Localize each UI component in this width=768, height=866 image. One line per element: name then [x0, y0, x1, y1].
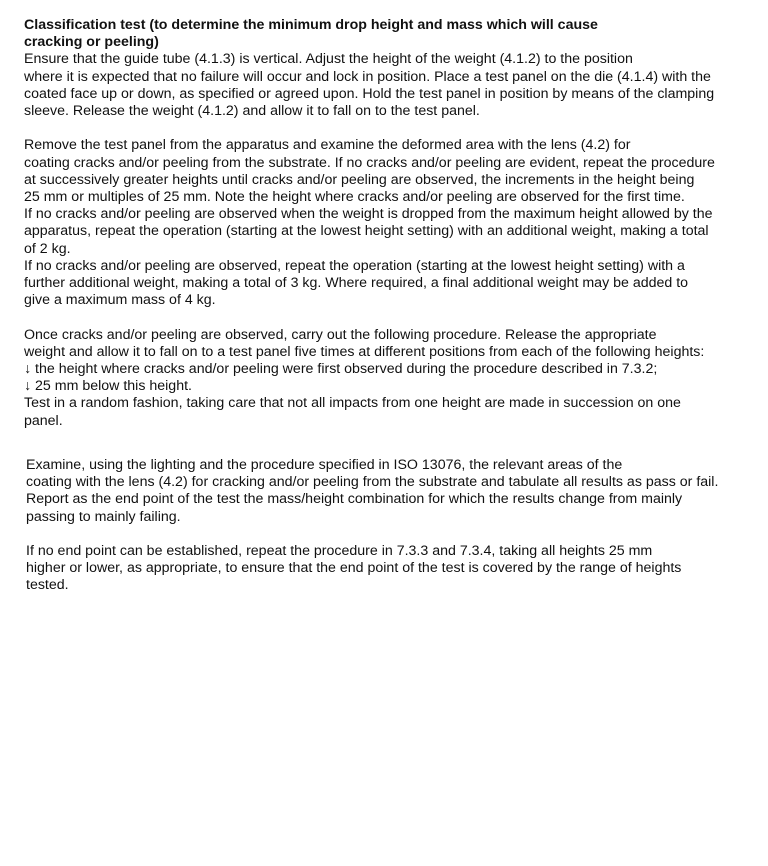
paragraph-spacer: [24, 120, 740, 137]
paragraph-spacer: [24, 309, 740, 326]
paragraph-line: weight and allow it to fall on to a test panel five times at different positions from each of the following heights:: [24, 343, 705, 360]
list-item-height: ↓ 25 mm below this height.: [24, 378, 192, 395]
section-title-line: Classification test (to determine the minimum drop height and mass which will cause: [24, 17, 598, 33]
paragraph-line: If no end point can be established, repeat the procedure in 7.3.3 and 7.3.4, taking all heights 25 mm: [26, 543, 653, 559]
paragraph-line: panel.: [24, 412, 63, 429]
paragraph-line: passing to mainly failing.: [26, 508, 181, 525]
paragraph-line: coating with the lens (4.2) for cracking and/or peeling from the substrate and tabulate all results as pass or fail.: [26, 474, 719, 491]
paragraph-line: Remove the test panel from the apparatus and examine the deformed area with the lens (4.2) for: [24, 137, 631, 154]
paragraph-line: where it is expected that no failure will occur and lock in position. Place a test panel on the die (4.1.4) with the: [24, 68, 711, 85]
paragraph-line: 25 mm or multiples of 25 mm. Note the height where cracks and/or peeling are observed for the first time.: [24, 189, 685, 206]
document-block-secondary: [26, 457, 742, 595]
paragraph-line: coated face up or down, as specified or agreed upon. Hold the test panel in position by means of the clamping: [24, 85, 715, 102]
paragraph-line: coating cracks and/or peeling from the substrate. If no cracks and/or peeling are evident, repeat the procedure: [24, 154, 715, 171]
list-item-height: ↓ the height where cracks and/or peeling were first observed during the procedure described in 7.3.2;: [24, 361, 658, 378]
section-title-line: cracking or peeling): [24, 34, 159, 51]
paragraph-examine-repeat: [24, 137, 740, 309]
paragraph-line: tested.: [26, 577, 69, 594]
paragraph-line: Ensure that the guide tube (4.1.3) is vertical. Adjust the height of the weight (4.1.2) to the position: [24, 51, 633, 68]
paragraph-line: Once cracks and/or peeling are observed, carry out the following procedure. Release the appropriate: [24, 326, 657, 343]
section-title: [24, 17, 740, 51]
paragraph-evaluation: [26, 457, 742, 526]
paragraph-line: apparatus, repeat the operation (starting at the lowest height setting) with an additional weight, making a total: [24, 223, 709, 240]
paragraph-no-end-point: [26, 543, 742, 595]
paragraph-line: If no cracks and/or peeling are observed when the weight is dropped from the maximum height allowed by the: [24, 206, 713, 223]
paragraph-spacer: [26, 526, 742, 543]
paragraph-procedure-setup: [24, 51, 740, 120]
paragraph-line: further additional weight, making a total of 3 kg. Where required, a final additional weight may be added to: [24, 275, 689, 292]
paragraph-line: higher or lower, as appropriate, to ensure that the end point of the test is covered by the range of heights: [26, 560, 682, 577]
paragraph-repeated-impacts: [24, 327, 740, 430]
document-block-primary: [24, 17, 740, 430]
paragraph-line: at successively greater heights until cracks and/or peeling are observed, the increments in the height being: [24, 171, 695, 188]
paragraph-line: Report as the end point of the test the mass/height combination for which the results change from mainly: [26, 491, 683, 508]
paragraph-line: sleeve. Release the weight (4.1.2) and allow it to fall on to the test panel.: [24, 103, 480, 120]
paragraph-line: give a maximum mass of 4 kg.: [24, 292, 216, 309]
paragraph-line: of 2 kg.: [24, 240, 71, 257]
paragraph-line: Test in a random fashion, taking care that not all impacts from one height are made in succession on one: [24, 395, 681, 412]
paragraph-line: Examine, using the lighting and the procedure specified in ISO 13076, the relevant areas of the: [26, 457, 623, 473]
paragraph-line: If no cracks and/or peeling are observed, repeat the operation (starting at the lowest height setting) with a: [24, 257, 685, 274]
